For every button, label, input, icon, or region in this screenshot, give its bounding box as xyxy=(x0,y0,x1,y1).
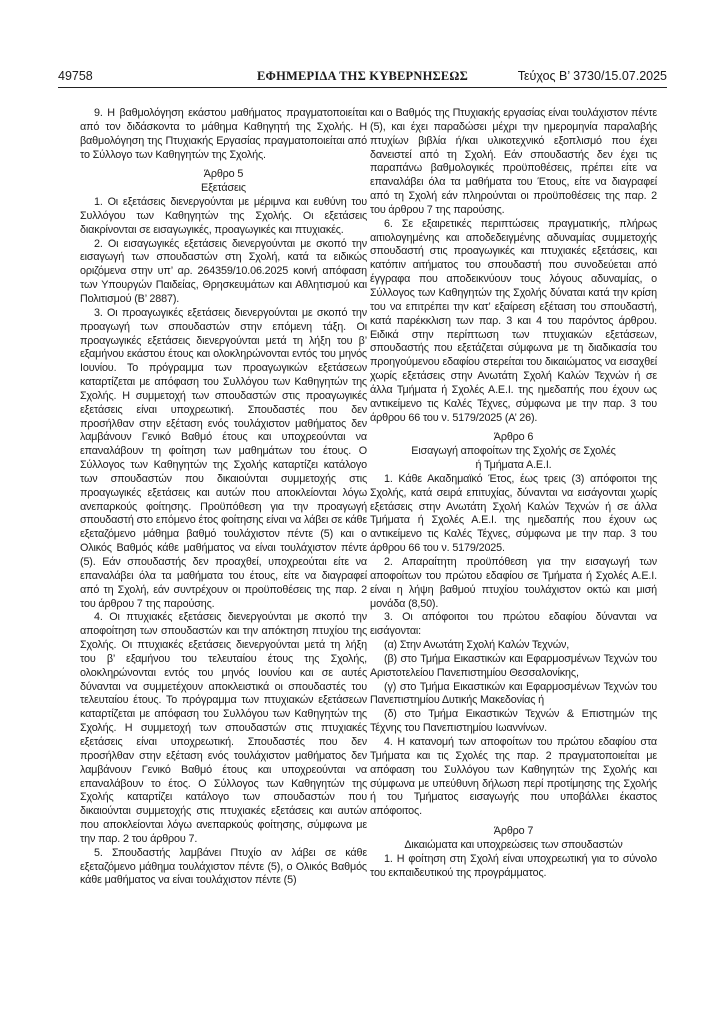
article-5-paragraph-3: 3. Οι προαγωγικές εξετάσεις διενεργούνται με σκοπό την προαγωγή των σπουδαστών στην επόμενη τάξη. Οι προαγωγικές εξετάσεις διενεργούνται μετά τη λήξη του β’ εξαμήνου εκάστου έτους και ολοκληρώνονται εντός του μηνός Ιουνίου. Το πρόγραμμα των προαγωγικών εξετάσεων καταρτίζεται με απόφαση του Συλλόγου των Καθηγητών της Σχολής. Η συμμετοχή των σπουδαστών στις προαγωγικές εξετάσεις είναι υποχρεωτική. Σπουδαστές που δεν προσήλθαν στην εξέταση ενός τουλάχιστον μαθήματος δεν λαμβάνουν Γενικό Βαθμό έτους και υποχρεούνται να επαναλάβουν τη φοίτηση των μαθημάτων του έτους. Ο Σύλλογος των Καθηγητών της Σχολής καταρτίζει κατάλογο των σπουδαστών που δικαιούνται συμμετοχής στις προαγωγικές εξετάσεις και αυτών που αποκλείονται λόγω ανεπαρκούς φοίτησης. Προϋπόθεση για την προαγωγή σπουδαστή στο επόμενο έτος φοίτησης είναι να λάβει σε κάθε εξεταζόμενο μάθημα βαθμό τουλάχιστον πέντε (5) και ο Ολικός Βαθμός κάθε μαθήματος να είναι τουλάχιστον πέντε (5). Εάν σπουδαστής δεν προαχθεί, υποχρεούται είτε να επαναλάβει όλα τα μαθήματα του έτους, είτε να διαγραφεί από τη Σχολή, εάν συντρέχουν οι προϋποθέσεις της παρ. 2 του άρθρου 7 της παρούσης. xyxy=(80,306,367,610)
article-5-subtitle: Εξετάσεις xyxy=(201,182,246,195)
article-5-paragraph-5-start: 5. Σπουδαστής λαμβάνει Πτυχίο αν λάβει σε κάθε εξεταζόμενο μάθημα τουλάχιστον πέντε (5), ο Ολικός Βαθμός κάθε μαθήματος να είναι τουλάχιστον πέντε (5) xyxy=(80,846,367,887)
left-column xyxy=(80,107,367,888)
article-5-paragraph-5-continued: και ο Βαθμός της Πτυχιακής εργασίας είναι τουλάχιστον πέντε (5), και έχει παραδώσει μέχρι την ημερομηνία παραλαβής πτυχίων βιβλία ή/και υλικοτεχνικό εξοπλισμό που έχει δανειστεί από τη Σχολή. Εάν σπουδαστής δεν έχει τις παραπάνω βαθμολογικές προϋποθέσεις, πρέπει είτε να επαναλάβει όλα τα μαθήματα του Έτους, είτε να διαγραφεί από τη Σχολή εάν πληρούνται οι προϋποθέσεις της παρ. 2 του άρθρου 7 της παρούσης. xyxy=(370,107,657,216)
article-7-title: Άρθρο 7 xyxy=(493,825,534,838)
article-6-paragraph-2: 2. Απαραίτητη προϋπόθεση για την εισαγωγή των αποφοίτων του πρώτου εδαφίου σε Τμήματα ή Σχολές Α.Ε.Ι. είναι η λήψη βαθμού πτυχίου τουλάχιστον οκτώ και μισή μονάδα (8,50). xyxy=(370,556,657,610)
article-6-paragraph-4: 4. Η κατανομή των αποφοίτων του πρώτου εδαφίου στα Τμήματα και τις Σχολές της παρ. 2 πραγματοποιείται με απόφαση του Συλλόγου των Καθηγητών της Σχολής και σύμφωνα με υπεύθυνη δήλωση περί προτίμησης της Σχολής ή του Τμήματος εισαγωγής που υποβάλλει έκαστος απόφοιτος. xyxy=(370,735,657,818)
page-header xyxy=(58,66,667,86)
article-6-title: Άρθρο 6 xyxy=(493,431,534,444)
article-5-paragraph-4: 4. Οι πτυχιακές εξετάσεις διενεργούνται με σκοπό την αποφοίτηση των σπουδαστών και την απόκτηση πτυχίου της Σχολής. Οι πτυχιακές εξετάσεις διενεργούνται μετά τη λήξη του β’ εξαμήνου του τελευταίου έτους της Σχολής, ολοκληρώνονται εντός του μηνός Ιουνίου και σε αυτές δύνανται να συμμετέχουν αποκλειστικά οι σπουδαστές του τελευταίου έτους. Το πρόγραμμα των πτυχιακών εξετάσεων καταρτίζεται με απόφαση του Συλλόγου των Καθηγητών της Σχολής. Η συμμετοχή των σπουδαστών στις πτυχιακές εξετάσεις είναι υποχρεωτική. Σπουδαστές που δεν προσήλθαν στην εξέταση ενός τουλάχιστον μαθήματος δεν λαμβάνουν Γενικό Βαθμό έτους και υποχρεούνται να επαναλάβουν το έτος. Ο Σύλλογος των Καθηγητών της Σχολής καταρτίζει κατάλογο των σπουδαστών που δικαιούνται συμμετοχής στις πτυχιακές εξετάσεις και αυτών που αποκλείονται λόγω ανεπαρκούς φοίτησης, σύμφωνα με την παρ. 2 του άρθρου 7. xyxy=(80,611,367,845)
article-5-paragraph-1: 1. Οι εξετάσεις διενεργούνται με μέριμνα και ευθύνη του Συλλόγου των Καθηγητών της Σχολής. Οι εξετάσεις διακρίνονται σε εισαγωγικές, προαγωγικές και πτυχιακές. xyxy=(80,196,367,236)
header-divider xyxy=(58,87,667,88)
article-6-item-d: (δ) στο Τμήμα Εικαστικών Τεχνών & Επιστημών της Τέχνης του Πανεπιστημίου Ιωαννίνων. xyxy=(370,708,657,735)
article-6-subtitle-line-1: Εισαγωγή αποφοίτων της Σχολής σε Σχολές xyxy=(411,445,616,458)
article-6-item-c: (γ) στο Τμήμα Εικαστικών και Εφαρμοσμένων Τεχνών του Πανεπιστημίου Δυτικής Μακεδονίας ή xyxy=(370,680,657,707)
issue-info: Τεύχος Β’ 3730/15.07.2025 xyxy=(517,69,667,83)
article-6-item-a: (α) Στην Ανωτάτη Σχολή Καλών Τεχνών, xyxy=(384,639,570,652)
article-5-paragraph-6: 6. Σε εξαιρετικές περιπτώσεις πραγματικής, πλήρως αιτιολογημένης και αποδεδειγμένης αδυναμίας συμμετοχής σπουδαστή στις προαγωγικές και πτυχιακές εξετάσεις, και κατόπιν αιτήματος του σπουδαστή που συνοδεύεται από έγγραφα που αποδεικνύουν τους λόγους αδυναμίας, ο Σύλλογος των Καθηγητών της Σχολής δύναται κατά την κρίση του να επιτρέπει την κατ’ εξαίρεση εξέταση του σπουδαστή, κατά παρέκκλιση των παρ. 3 και 4 του παρόντος άρθρου. Ειδικά στην περίπτωση των πτυχιακών εξετάσεων, σπουδαστής που εξετάζεται σύμφωνα με τη διαδικασία του προηγούμενου εδαφίου στερείται του δικαιώματος να εισαχθεί χωρίς εξετάσεις στην Ανωτάτη Σχολή Καλών Τεχνών ή σε άλλα Τμήματα ή Σχολές Α.Ε.Ι. της ημεδαπής που έχουν ως αντικείμενο τις Καλές Τέχνες, σύμφωνα με την παρ. 3 του άρθρου 66 του ν. 5179/2025 (Α’ 26). xyxy=(370,217,657,424)
article-7-subtitle: Δικαιώματα και υποχρεώσεις των σπουδαστών xyxy=(404,838,623,851)
article-6-paragraph-3: 3. Οι απόφοιτοι του πρώτου εδαφίου δύνανται να εισάγονται: xyxy=(370,611,657,638)
article-6-subtitle-line-2: ή Τμήματα Α.Ε.Ι. xyxy=(475,459,552,472)
article-6-item-b: (β) στο Τμήμα Εικαστικών και Εφαρμοσμένων Τεχνών του Αριστοτελείου Πανεπιστημίου Θεσσαλονίκης, xyxy=(370,652,657,679)
paragraph-9: 9. Η βαθμολόγηση εκάστου μαθήματος πραγματοποιείται από τον διδάσκοντα το μάθημα Καθηγητή της Σχολής. Η βαθμολόγηση της Πτυχιακής Εργασίας πραγματοποιείται από το Σύλλογο των Καθηγητών της Σχολής. xyxy=(80,107,367,161)
article-5-paragraph-2: 2. Οι εισαγωγικές εξετάσεις διενεργούνται με σκοπό την εισαγωγή των σπουδαστών στη Σχολή, κατά τα ειδικώς οριζόμενα στην υπ’ αρ. 264359/10.06.2025 κοινή απόφαση των Υπουργών Παιδείας, Θρησκευμάτων και Αθλητισμού και Πολιτισμού (Β’ 2887). xyxy=(80,237,367,305)
right-column xyxy=(370,107,657,880)
page-number: 49758 xyxy=(58,69,93,83)
article-6-paragraph-1: 1. Κάθε Ακαδημαϊκό Έτος, έως τρεις (3) απόφοιτοι της Σχολής, κατά σειρά επιτυχίας, δύνανται να εισάγονται χωρίς εξετάσεις στην Ανωτάτη Σχολή Καλών Τεχνών ή σε άλλα Τμήματα ή Σχολές Α.Ε.Ι. της ημεδαπής που έχουν ως αντικείμενο τις Καλές Τέχνες, σύμφωνα με την παρ. 3 του άρθρου 66 του ν. 5179/2025. xyxy=(370,472,657,555)
article-5-title: Άρθρο 5 xyxy=(203,168,244,181)
article-7-paragraph-1: 1. Η φοίτηση στη Σχολή είναι υποχρεωτική για το σύνολο του εκπαιδευτικού της προγράμματος. xyxy=(370,852,657,879)
gazette-title: ΕΦΗΜΕΡΙΔΑ ΤΗΣ ΚΥΒΕΡΝΗΣΕΩΣ xyxy=(257,69,468,83)
